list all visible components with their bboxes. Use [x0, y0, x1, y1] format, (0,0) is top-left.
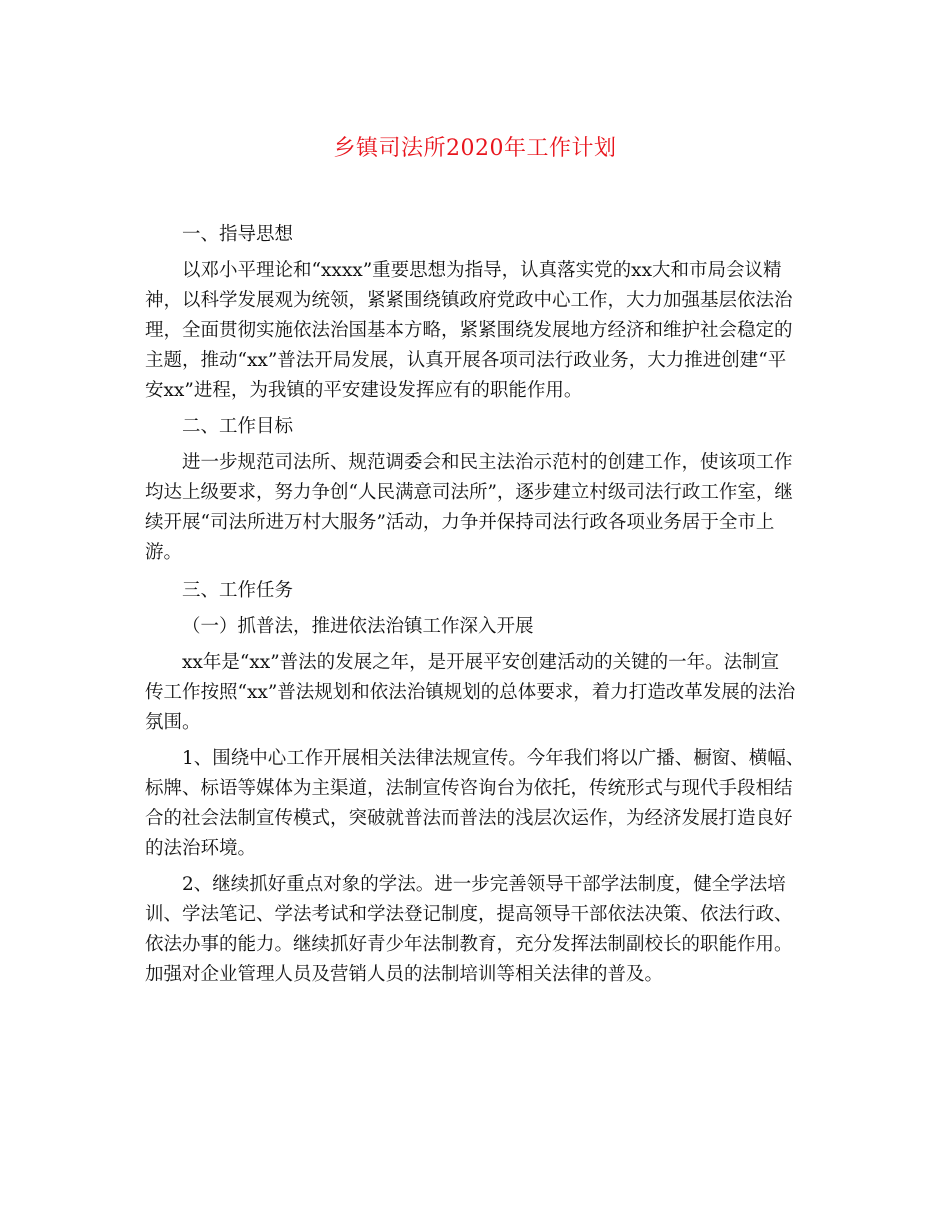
section-heading [145, 412, 810, 442]
text-line: 加强对企业管理人员及营销人员的法制培训等相关法律的普及。 [145, 964, 664, 985]
text-line: xx年是“xx”普法的发展之年，是开展平安创建活动的关键的一年。法制宣 [182, 652, 780, 673]
text-line: 合的社会法制宣传模式，突破就普法而普法的浅层次运作，为经济发展打造良好 [145, 808, 793, 829]
paragraph [145, 648, 810, 738]
text-line: 一、指导思想 [182, 224, 294, 245]
text-line: 均达上级要求，努力争创“人民满意司法所”，逐步建立村级司法行政工作室，继 [145, 482, 793, 503]
text-line: 续开展“司法所进万村大服务”活动，力争并保持司法行政各项业务居于全市上 [145, 512, 775, 533]
text-line: 理，全面贯彻实施依法治国基本方略，紧紧围绕发展地方经济和维护社会稳定的 [145, 320, 793, 341]
text-line: 2、继续抓好重点对象的学法。进一步完善领导干部学法制度，健全学法培 [182, 874, 786, 895]
paragraph [145, 870, 810, 990]
text-line: 的法治环境。 [145, 838, 257, 859]
text-line: 以邓小平理论和“xxxx”重要思想为指导，认真落实党的xx大和市局会议精 [182, 260, 782, 281]
document-body [145, 220, 810, 996]
section-heading [145, 612, 810, 642]
text-line: 1、围绕中心工作开展相关法律法规宣传。今年我们将以广播、橱窗、横幅、 [182, 748, 805, 769]
text-line: 氛围。 [145, 712, 201, 733]
text-line: 标牌、标语等媒体为主渠道，法制宣传咨询台为依托，传统形式与现代手段相结 [145, 778, 793, 799]
text-line: 进一步规范司法所、规范调委会和民主法治示范村的创建工作，使该项工作 [182, 452, 793, 473]
text-line: 游。 [145, 542, 183, 563]
text-line: 依法办事的能力。继续抓好青少年法制教育，充分发挥法制副校长的职能作用。 [145, 934, 793, 955]
text-line: 二、工作目标 [182, 416, 294, 437]
section-heading [145, 576, 810, 606]
text-line: （一）抓普法，推进依法治镇工作深入开展 [182, 616, 534, 637]
section-heading [145, 220, 810, 250]
text-line: 安xx”进程，为我镇的平安建设发挥应有的职能作用。 [145, 380, 583, 401]
text-line: 训、学法笔记、学法考试和学法登记制度，提高领导干部依法决策、依法行政、 [145, 904, 793, 925]
document-title: 乡镇司法所2020年工作计划 [333, 136, 617, 161]
paragraph [145, 744, 810, 864]
text-line: 三、工作任务 [182, 580, 294, 601]
paragraph [145, 256, 810, 406]
text-line: 传工作按照“xx”普法规划和依法治镇规划的总体要求，着力打造改革发展的法治 [145, 682, 796, 703]
text-line: 主题，推动“xx”普法开局发展，认真开展各项司法行政业务，大力推进创建“平 [145, 350, 787, 371]
text-line: 神，以科学发展观为统领，紧紧围绕镇政府党政中心工作，大力加强基层依法治 [145, 290, 793, 311]
paragraph [145, 448, 810, 568]
